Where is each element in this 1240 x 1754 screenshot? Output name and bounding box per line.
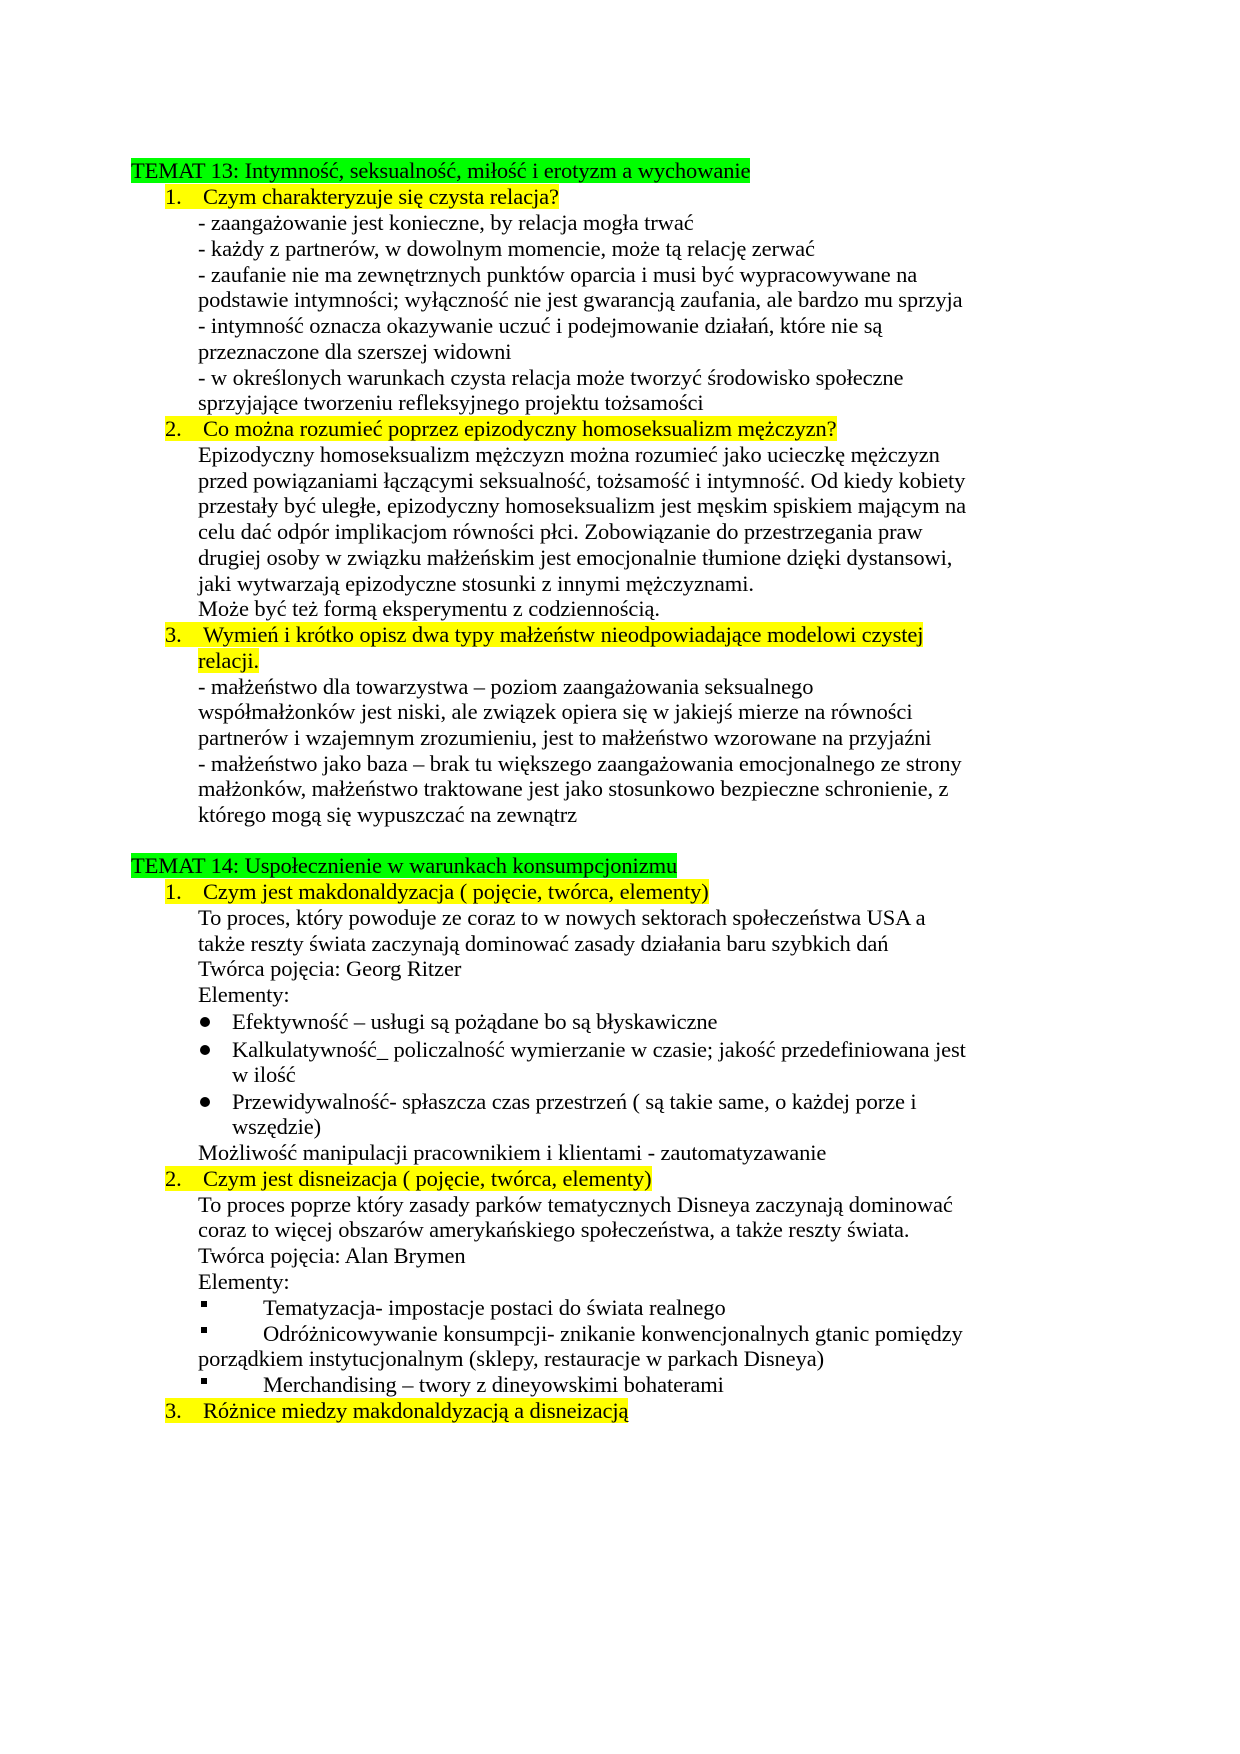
topic14-q2-title	[165, 1165, 652, 1193]
list-number: 2.	[165, 416, 182, 441]
list-number: 1.	[165, 879, 182, 904]
list-item: którego mogą się wypuszczać na zewnątrz	[198, 802, 578, 827]
topic14-q3-title	[165, 1397, 628, 1425]
list-item: przeznaczone dla szerszej widowni	[198, 339, 512, 364]
paragraph-line: drugiej osoby w związku małżeńskim jest emocjonalnie tłumione dzięki dystansowi,	[198, 545, 953, 570]
list-item: partnerów i wzajemnym zrozumieniu, jest to małżeństwo wzorowane na przyjaźni	[198, 725, 932, 750]
list-item: - w określonych warunkach czysta relacja może tworzyć środowisko społeczne	[198, 365, 904, 390]
paragraph-line: Może być też formą eksperymentu z codziennością.	[198, 596, 660, 621]
bullet-item-cont: w ilość	[232, 1062, 296, 1087]
paragraph-line: To proces, który powoduje ze coraz to w nowych sektorach społeczeństwa USA a	[198, 905, 926, 930]
topic14-heading	[131, 852, 677, 880]
bullet-item: Tematyzacja- impostacje postaci do świata realnego	[263, 1295, 726, 1320]
paragraph-line: przestały być uległe, epizodyczny homoseksualizm jest męskim spiskiem mającym na	[198, 493, 967, 518]
list-item: - każdy z partnerów, w dowolnym momencie, może tą relację zerwać	[198, 236, 815, 261]
topic14-heading-text: TEMAT 14: Uspołecznienie w warunkach konsumpcjonizmu	[131, 853, 678, 878]
list-item: - małżeństwo dla towarzystwa – poziom zaangażowania seksualnego	[198, 674, 814, 699]
question-title: Czym charakteryzuje się czysta relacja?	[203, 184, 559, 209]
bullet-item: Odróżnicowywanie konsumpcji- znikanie konwencjonalnych gtanic pomiędzy	[263, 1321, 963, 1346]
bullet-icon	[201, 1327, 207, 1333]
list-item: - małżeństwo jako baza – brak tu większego zaangażowania emocjonalnego ze strony	[198, 751, 962, 776]
question-title: Co można rozumieć poprzez epizodyczny homoseksualizm mężczyzn?	[203, 416, 837, 441]
list-number: 2.	[165, 1166, 182, 1191]
question-title: Czym jest makdonaldyzacja ( pojęcie, twórca, elementy)	[203, 879, 709, 904]
list-item: - zaufanie nie ma zewnętrznych punktów oparcia i musi być wypracowywane na	[198, 262, 918, 287]
bullet-item: Merchandising – twory z dineyowskimi bohaterami	[263, 1372, 724, 1397]
question-title: Wymień i krótko opisz dwa typy małżeństw nieodpowiadające modelowi czystej	[203, 622, 924, 647]
question-title: Różnice miedzy makdonaldyzacją a disneizacją	[203, 1398, 629, 1423]
bullet-icon	[200, 1045, 210, 1055]
paragraph-line: To proces poprze który zasady parków tematycznych Disneya zaczynają dominować	[198, 1192, 953, 1217]
list-number: 1.	[165, 184, 182, 209]
creator-line: Twórca pojęcia: Georg Ritzer	[198, 956, 462, 981]
list-item: sprzyjające tworzeniu refleksyjnego projektu tożsamości	[198, 390, 704, 415]
paragraph-line: celu dać odpór implikacjom równości płci. Zobowiązanie do przestrzegania praw	[198, 519, 923, 544]
creator-line: Twórca pojęcia: Alan Brymen	[198, 1243, 466, 1268]
bullet-icon	[200, 1017, 210, 1027]
topic13-heading	[131, 157, 750, 185]
bullet-item-cont: wszędzie)	[232, 1114, 322, 1139]
list-item: współmałżonków jest niski, ale związek opiera się w jakiejś mierze na równości	[198, 699, 913, 724]
list-item: podstawie intymności; wyłączność nie jest gwarancją zaufania, ale bardzo mu sprzyja	[198, 287, 963, 312]
question-title: Czym jest disneizacja ( pojęcie, twórca, elementy)	[203, 1166, 652, 1191]
paragraph-line: Możliwość manipulacji pracownikiem i klientami - zautomatyzawanie	[198, 1140, 827, 1165]
paragraph-line: także reszty świata zaczynają dominować zasady działania baru szybkich dań	[198, 931, 889, 956]
topic13-q3-title-cont	[198, 647, 259, 675]
elements-label: Elementy:	[198, 1269, 290, 1294]
topic13-heading-text: TEMAT 13: Intymność, seksualność, miłość i erotyzm a wychowanie	[131, 158, 751, 183]
bullet-icon	[200, 1097, 210, 1107]
list-item: - zaangażowanie jest konieczne, by relacja mogła trwać	[198, 210, 694, 235]
bullet-item: Efektywność – usługi są pożądane bo są błyskawiczne	[232, 1009, 718, 1034]
bullet-icon	[201, 1301, 207, 1307]
list-item: małżonków, małżeństwo traktowane jest jako stosunkowo bezpieczne schronienie, z	[198, 776, 949, 801]
list-item: - intymność oznacza okazywanie uczuć i podejmowanie działań, które nie są	[198, 313, 883, 338]
topic14-q1-title	[165, 878, 709, 906]
topic13-q2-title	[165, 415, 837, 443]
topic13-q1-title	[165, 183, 559, 211]
list-number: 3.	[165, 622, 182, 647]
topic13-q3-title	[165, 621, 923, 649]
paragraph-line: jaki wytwarzają epizodyczne stosunki z innymi mężczyznami.	[198, 571, 754, 596]
paragraph-line: przed powiązaniami łączącymi seksualność, tożsamość i intymność. Od kiedy kobiety	[198, 468, 966, 493]
question-title: relacji.	[198, 648, 260, 673]
bullet-icon	[201, 1378, 207, 1384]
bullet-item: Przewidywalność- spłaszcza czas przestrzeń ( są takie same, o każdej porze i	[232, 1089, 917, 1114]
paragraph-line: coraz to więcej obszarów amerykańskiego społeczeństwa, a także reszty świata.	[198, 1217, 910, 1242]
bullet-item: Kalkulatywność_ policzalność wymierzanie w czasie; jakość przedefiniowana jest	[232, 1037, 966, 1062]
list-number: 3.	[165, 1398, 182, 1423]
elements-label: Elementy:	[198, 982, 290, 1007]
bullet-item-cont: porządkiem instytucjonalnym (sklepy, restauracje w parkach Disneya)	[198, 1346, 824, 1371]
paragraph-line: Epizodyczny homoseksualizm mężczyzn można rozumieć jako ucieczkę mężczyzn	[198, 442, 940, 467]
